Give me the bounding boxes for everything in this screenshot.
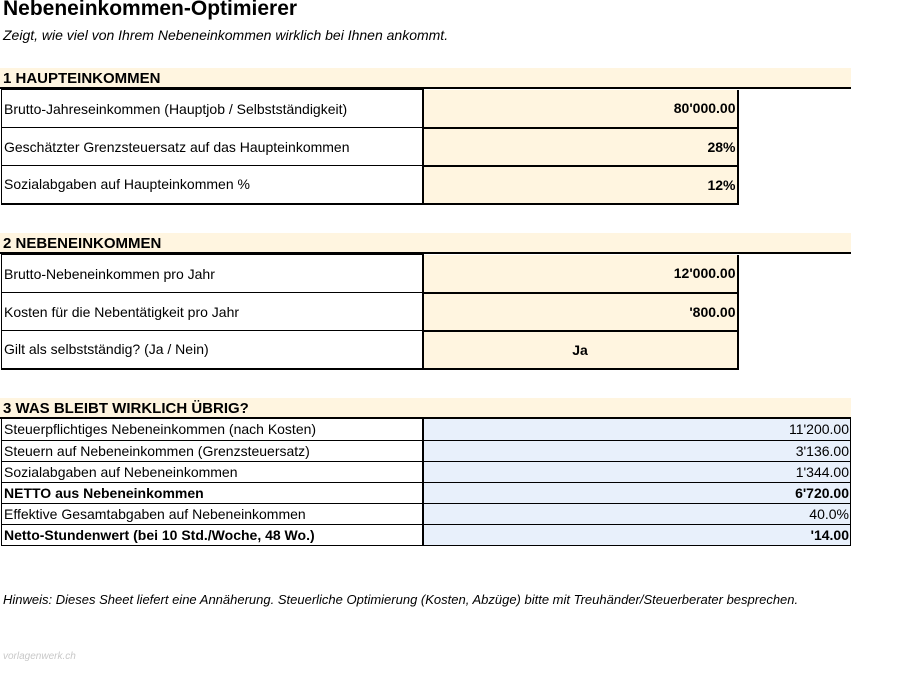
- row-label: Steuern auf Nebeneinkommen (Grenzsteuersatz): [2, 440, 423, 461]
- section-heading-text: 3 WAS BLEIBT WIRKLICH ÜBRIG?: [3, 400, 249, 417]
- sozialabgaben-haupt-input[interactable]: 12%: [423, 166, 738, 204]
- table-row: [2, 419, 851, 440]
- table-row: [2, 461, 851, 482]
- table-row: [2, 524, 851, 545]
- watermark: vorlagenwerk.ch: [3, 651, 76, 662]
- kosten-nebentaetigkeit-input[interactable]: '800.00: [423, 293, 738, 331]
- table-row: [2, 128, 738, 166]
- section-haupteinkommen-heading: [0, 68, 851, 89]
- table-row: [2, 440, 851, 461]
- table-row: [2, 166, 738, 204]
- row-label: Brutto-Jahreseinkommen (Hauptjob / Selbstständigkeit): [2, 90, 423, 128]
- row-label: Sozialabgaben auf Haupteinkommen %: [2, 166, 423, 204]
- section-heading-text: 1 HAUPTEINKOMMEN: [3, 70, 161, 87]
- row-label: Effektive Gesamtabgaben auf Nebeneinkommen: [2, 503, 423, 524]
- table-row: [2, 90, 738, 128]
- brutto-nebeneinkommen-input[interactable]: 12'000.00: [423, 255, 738, 293]
- netto-stundenwert-value: '14.00: [423, 524, 851, 545]
- section-ergebnis-heading: [0, 398, 851, 419]
- row-label: Brutto-Nebeneinkommen pro Jahr: [2, 255, 423, 293]
- haupteinkommen-table: [1, 89, 739, 205]
- table-row: [2, 503, 851, 524]
- effektive-gesamtabgaben-value: 40.0%: [423, 503, 851, 524]
- table-row: [2, 255, 738, 293]
- row-label: Kosten für die Nebentätigkeit pro Jahr: [2, 293, 423, 331]
- steuerpflichtiges-nebeneinkommen-value: 11'200.00: [423, 419, 851, 440]
- row-label: Steuerpflichtiges Nebeneinkommen (nach Kosten): [2, 419, 423, 440]
- hint-note: Hinweis: Dieses Sheet liefert eine Annäherung. Steuerliche Optimierung (Kosten, Abzüge) bitte mit Treuhänder/Steuerberater besprechen.: [3, 592, 799, 607]
- nebeneinkommen-table: [1, 254, 739, 370]
- sozialabgaben-nebeneinkommen-value: 1'344.00: [423, 461, 851, 482]
- selbststaendig-select[interactable]: Ja: [423, 331, 738, 369]
- brutto-jahreseinkommen-input[interactable]: 80'000.00: [423, 90, 738, 128]
- table-row: [2, 482, 851, 503]
- netto-nebeneinkommen-value: 6'720.00: [423, 482, 851, 503]
- row-label: Gilt als selbstständig? (Ja / Nein): [2, 331, 423, 369]
- row-label: Sozialabgaben auf Nebeneinkommen: [2, 461, 423, 482]
- grenzsteuersatz-input[interactable]: 28%: [423, 128, 738, 166]
- ergebnis-table: [1, 419, 851, 546]
- sheet-title: Nebeneinkommen-Optimierer: [3, 0, 298, 20]
- section-nebeneinkommen-heading: [0, 233, 851, 254]
- table-row: [2, 293, 738, 331]
- row-label: Netto-Stundenwert (bei 10 Std./Woche, 48 Wo.): [2, 524, 423, 545]
- table-row: [2, 331, 738, 369]
- row-label: NETTO aus Nebeneinkommen: [2, 482, 423, 503]
- steuern-nebeneinkommen-value: 3'136.00: [423, 440, 851, 461]
- row-label: Geschätzter Grenzsteuersatz auf das Haupteinkommen: [2, 128, 423, 166]
- sheet-subtitle: Zeigt, wie viel von Ihrem Nebeneinkommen wirklich bei Ihnen ankommt.: [3, 27, 449, 43]
- section-heading-text: 2 NEBENEINKOMMEN: [3, 235, 162, 252]
